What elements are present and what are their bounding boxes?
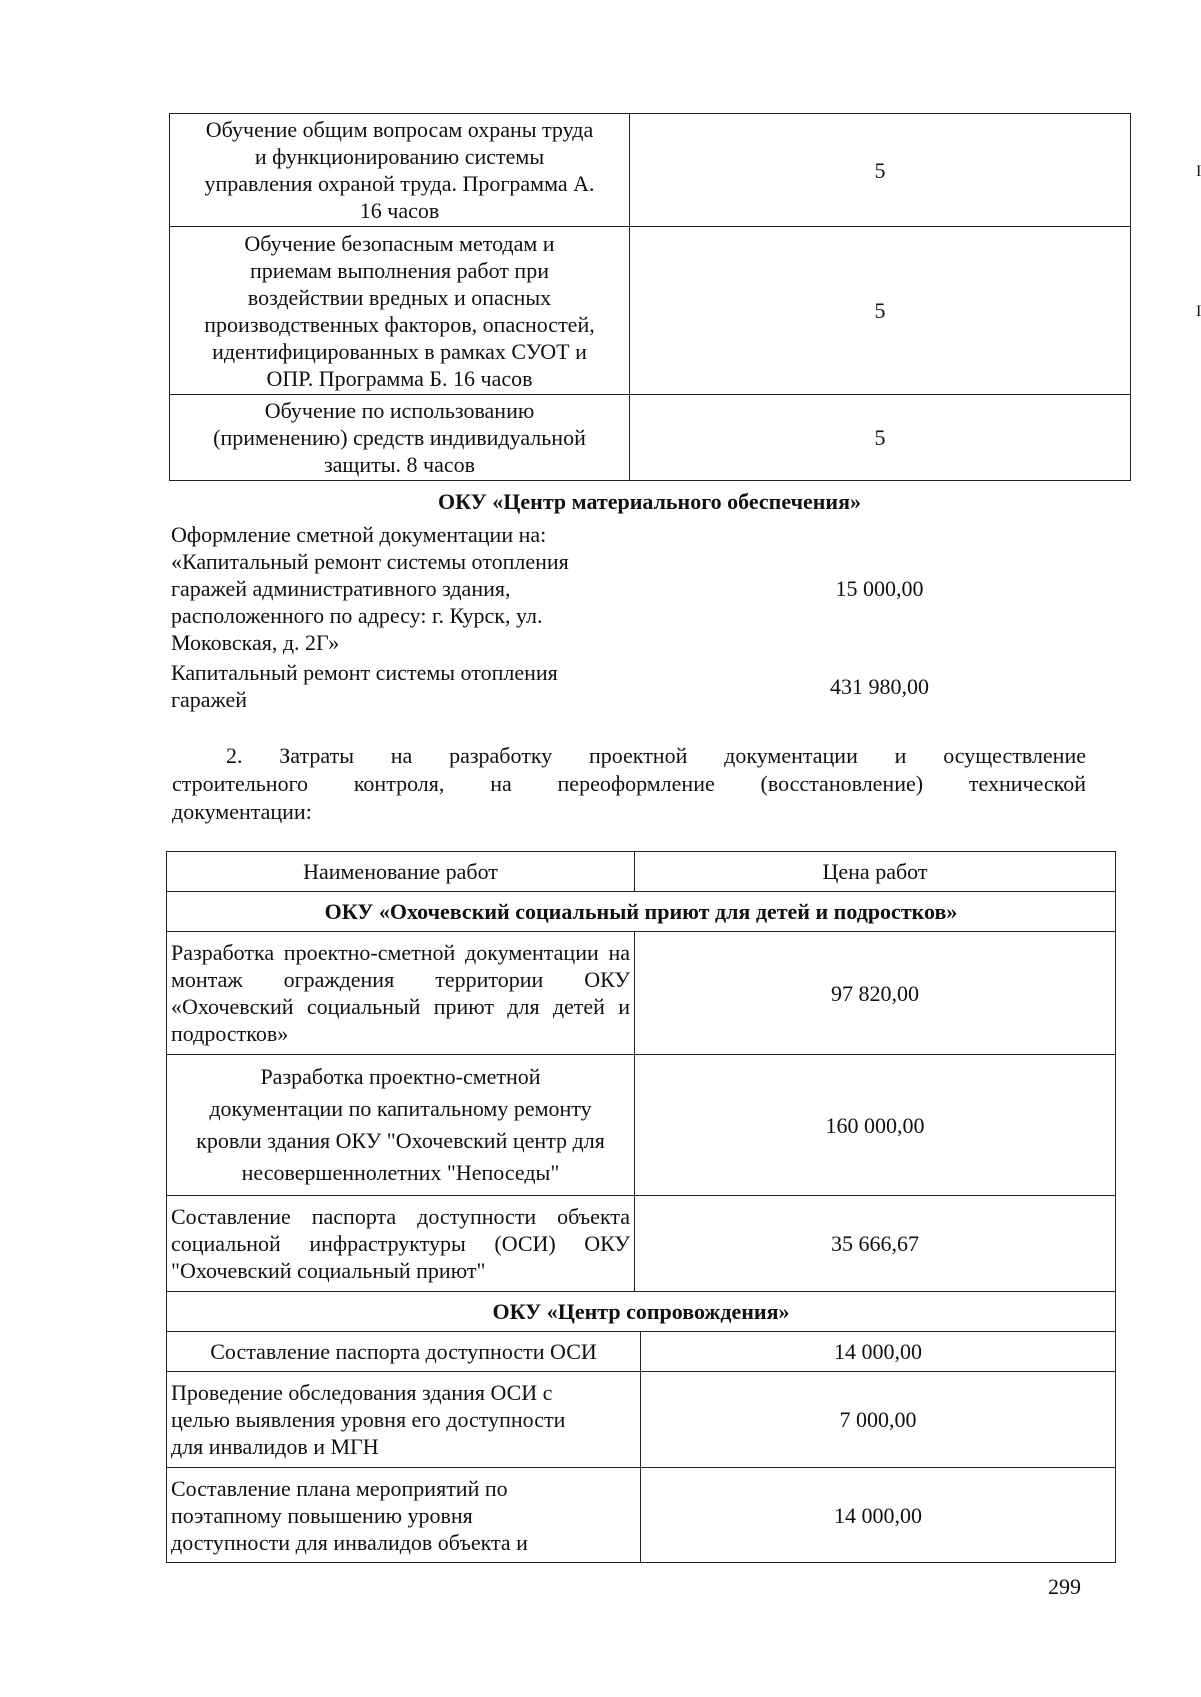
material-table: [169, 518, 1130, 714]
work-name-cell: Разработка проектно-сметной документации по капитальному ремонту кровли здания ОКУ "Охочевский центр для несовершеннолетних "Непоседы": [167, 1055, 635, 1196]
works-table-continued: [166, 1331, 1116, 1563]
work-name-cell: Капитальный ремонт системы отопления гаражей: [171, 660, 558, 712]
table-row: [167, 932, 1116, 1055]
work-name-cell: Разработка проектно-сметной документации на монтаж ограждения территории ОКУ «Охочевский социальный приют для детей и подростков»: [167, 932, 635, 1055]
work-name-cell: Составление плана мероприятий по поэтапному повышению уровня доступности для инвалидов объекта и: [167, 1468, 641, 1563]
work-value-cell: 7 000,00: [641, 1372, 1116, 1468]
group-title-row: [167, 1292, 1116, 1332]
work-name-cell: Обучение безопасным методам и приемам выполнения работ при воздействии вредных и опасных производственных факторов, опасностей, идентифицированных в рамках СУОТ и ОПР. Программа Б. 16 часов: [170, 227, 630, 395]
table-row: [169, 658, 1130, 714]
table-header-row: [167, 852, 1116, 892]
page-number: 299: [1048, 1574, 1081, 1599]
work-name-cell: Обучение общим вопросам охраны труда и функционированию системы управления охраной труда. Программа А. 16 часов: [170, 114, 630, 227]
column-header-price: Цена работ: [635, 852, 1116, 892]
table-row: [167, 1468, 1116, 1563]
margin-mark: I: [1196, 163, 1201, 180]
margin-mark: I: [1196, 303, 1201, 320]
table-row: [170, 227, 1131, 395]
work-name-cell: Составление паспорта доступности ОСИ: [167, 1332, 641, 1372]
table-row: [170, 395, 1131, 481]
paragraph-line: 2. Затраты на разработку проектной документации и осуществление: [226, 743, 1086, 768]
paragraph-line: документации:: [172, 799, 312, 824]
work-name-cell: Составление паспорта доступности объекта социальной инфраструктуры (ОСИ) ОКУ "Охочевский социальный приют": [167, 1196, 635, 1292]
training-table: [169, 113, 1131, 481]
work-value-cell: 5: [630, 227, 1131, 395]
work-value-cell: 14 000,00: [641, 1332, 1116, 1372]
section-title: ОКУ «Центр материального обеспечения»: [438, 489, 861, 514]
work-value-cell: 5: [630, 395, 1131, 481]
work-value-cell: 15 000,00: [835, 575, 924, 601]
work-value-cell: 14 000,00: [641, 1468, 1116, 1563]
table-row: [167, 1055, 1116, 1196]
table-row: [167, 1372, 1116, 1468]
table-row: [167, 1332, 1116, 1372]
works-table: [166, 851, 1116, 1332]
column-header-name: Наименование работ: [167, 852, 635, 892]
table-row: [169, 518, 1130, 658]
paragraph-line: строительного контроля, на переоформление (восстановление) технической: [172, 771, 1086, 796]
work-value-cell: 35 666,67: [635, 1196, 1116, 1292]
group-title: ОКУ «Центр сопровождения»: [167, 1292, 1116, 1332]
work-value-cell: 5: [630, 114, 1131, 227]
group-title-row: [167, 892, 1116, 932]
group-title: ОКУ «Охочевский социальный приют для детей и подростков»: [167, 892, 1116, 932]
work-value-cell: 431 980,00: [830, 673, 929, 699]
work-name-cell: Обучение по использованию (применению) средств индивидуальной защиты. 8 часов: [170, 395, 630, 481]
table-row: [170, 114, 1131, 227]
work-value-cell: 97 820,00: [635, 932, 1116, 1055]
work-name-cell: Проведение обследования здания ОСИ с целью выявления уровня его доступности для инвалидов и МГН: [167, 1372, 641, 1468]
work-name-cell: Оформление сметной документации на: «Капитальный ремонт системы отопления гаражей административного здания, расположенного по адресу: г. Курск, ул. Моковская, д. 2Г»: [171, 521, 569, 655]
table-row: [167, 1196, 1116, 1292]
body-paragraph: [172, 742, 1086, 826]
work-value-cell: 160 000,00: [635, 1055, 1116, 1196]
